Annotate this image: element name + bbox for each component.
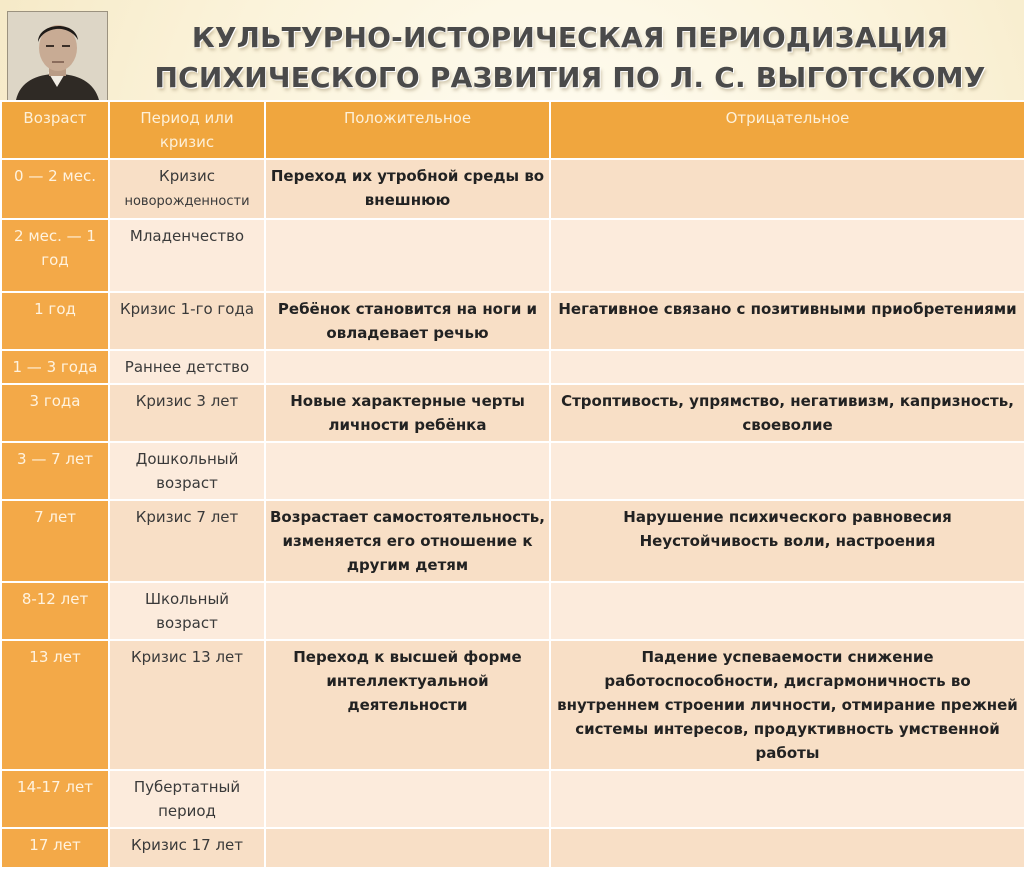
table-row [1,219,1024,292]
negative-cell [550,350,1024,384]
age-cell: 1 — 3 года [1,350,109,384]
title-line-2: ПСИХИЧЕСКОГО РАЗВИТИЯ ПО Л. С. ВЫГОТСКОМУ [154,61,986,94]
positive-cell: Новые характерные черты личности ребёнка [265,384,550,442]
age-cell: 2 мес. — 1 год [1,219,109,292]
negative-cell [550,828,1024,868]
age-cell: 3 года [1,384,109,442]
positive-cell: Переход их утробной среды во внешнюю [265,159,550,219]
period-extra-label: новорожденности [124,194,250,209]
negative-cell [550,442,1024,500]
age-cell: 14-17 лет [1,770,109,828]
header-period: Период или кризис [109,101,265,159]
age-cell: 17 лет [1,828,109,868]
positive-cell: Возрастает самостоятельность, изменяется его отношение к другим детям [265,500,550,582]
negative-cell: Падение успеваемости снижение работоспособности, дисгармоничность во внутреннем строении личности, отмирание прежней системы интересов, продуктивность умственной работы [550,640,1024,770]
table-row [1,384,1024,442]
positive-cell [265,219,550,292]
age-cell: 8-12 лет [1,582,109,640]
negative-cell [550,159,1024,219]
positive-cell [265,350,550,384]
period-cell: Кризис 17 лет [109,828,265,868]
positive-cell [265,770,550,828]
period-cell [109,159,265,219]
page-title [130,18,1010,98]
age-cell: 0 — 2 мес. [1,159,109,219]
table-row [1,582,1024,640]
header-age: Возраст [1,101,109,159]
positive-cell [265,828,550,868]
table-row [1,159,1024,219]
title-line-1: КУЛЬТУРНО-ИСТОРИЧЕСКАЯ ПЕРИОДИЗАЦИЯ [191,21,949,54]
table-row [1,442,1024,500]
period-cell: Младенчество [109,219,265,292]
table-row [1,500,1024,582]
period-cell: Кризис 3 лет [109,384,265,442]
table-row [1,292,1024,350]
age-cell: 7 лет [1,500,109,582]
positive-cell: Переход к высшей форме интеллектуальной деятельности [265,640,550,770]
period-cell: Раннее детство [109,350,265,384]
negative-cell: Негативное связано с позитивными приобретениями [550,292,1024,350]
period-cell: Кризис 1-го года [109,292,265,350]
positive-cell [265,442,550,500]
age-cell: 13 лет [1,640,109,770]
table-header-row [1,101,1024,159]
negative-cell [550,770,1024,828]
period-cell: Кризис 7 лет [109,500,265,582]
positive-cell [265,582,550,640]
table-row [1,828,1024,868]
negative-cell: Строптивость, упрямство, негативизм, капризность, своеволие [550,384,1024,442]
age-cell: 3 — 7 лет [1,442,109,500]
negative-cell: Нарушение психического равновесия Неустойчивость воли, настроения [550,500,1024,582]
period-cell: Школьный возраст [109,582,265,640]
positive-cell: Ребёнок становится на ноги и овладевает речью [265,292,550,350]
table-row [1,350,1024,384]
periodization-table [0,100,1024,869]
negative-cell [550,219,1024,292]
table-row [1,640,1024,770]
period-cell: Кризис 13 лет [109,640,265,770]
header-negative: Отрицательное [550,101,1024,159]
portrait-vygotsky [7,11,108,101]
table-row [1,770,1024,828]
period-cell: Дошкольный возраст [109,442,265,500]
negative-cell [550,582,1024,640]
header-positive: Положительное [265,101,550,159]
period-label: Кризис [159,167,215,185]
period-cell: Пубертатный период [109,770,265,828]
age-cell: 1 год [1,292,109,350]
